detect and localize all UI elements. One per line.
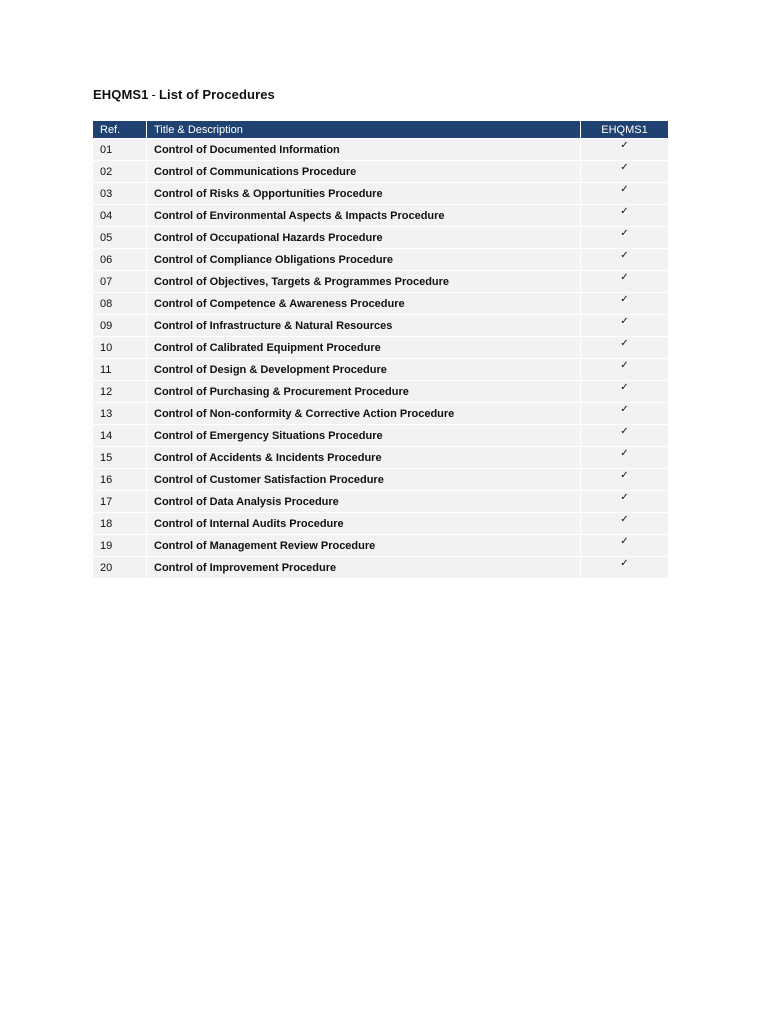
- row-ref-cell: 12: [93, 380, 147, 402]
- row-title-cell: Control of Non-conformity & Corrective Action Procedure: [147, 402, 581, 424]
- table-row: [93, 138, 668, 160]
- table-row: [93, 534, 668, 556]
- row-title-cell: Control of Occupational Hazards Procedure: [147, 226, 581, 248]
- row-ref-cell: 11: [93, 358, 147, 380]
- page-title-sub: List of Procedures: [158, 87, 275, 102]
- page-title-main: EHQMS1: [93, 87, 149, 102]
- row-ehqms1-cell: [581, 138, 668, 160]
- row-ref-cell: 03: [93, 182, 147, 204]
- check-mark-icon: ✓: [620, 162, 629, 173]
- row-title-cell: Control of Accidents & Incidents Procedure: [147, 446, 581, 468]
- table-row: [93, 248, 668, 270]
- row-title-cell: Control of Documented Information: [147, 138, 581, 160]
- row-ehqms1-cell: [581, 424, 668, 446]
- table-row: [93, 512, 668, 534]
- page-title: [93, 87, 275, 102]
- table-row: [93, 380, 668, 402]
- table-row: [93, 226, 668, 248]
- check-mark-icon: ✓: [620, 470, 629, 481]
- check-mark-icon: ✓: [620, 228, 629, 239]
- check-mark-icon: ✓: [620, 338, 629, 349]
- check-mark-icon: ✓: [620, 448, 629, 459]
- row-ref-cell: 20: [93, 556, 147, 578]
- row-ehqms1-cell: [581, 204, 668, 226]
- check-mark-icon: ✓: [620, 404, 629, 415]
- row-title-cell: Control of Data Analysis Procedure: [147, 490, 581, 512]
- row-title-cell: Control of Risks & Opportunities Procedure: [147, 182, 581, 204]
- row-title-cell: Control of Emergency Situations Procedure: [147, 424, 581, 446]
- table-header: [93, 121, 668, 138]
- table-row: [93, 468, 668, 490]
- table-row: [93, 446, 668, 468]
- table-row: [93, 358, 668, 380]
- row-title-cell: Control of Internal Audits Procedure: [147, 512, 581, 534]
- row-ref-cell: 04: [93, 204, 147, 226]
- row-ehqms1-cell: [581, 336, 668, 358]
- row-ref-cell: 17: [93, 490, 147, 512]
- row-ref-cell: 02: [93, 160, 147, 182]
- check-mark-icon: ✓: [620, 514, 629, 525]
- row-ref-cell: 05: [93, 226, 147, 248]
- row-title-cell: Control of Design & Development Procedure: [147, 358, 581, 380]
- row-ref-cell: 01: [93, 138, 147, 160]
- check-mark-icon: ✓: [620, 426, 629, 437]
- column-header-ref: Ref.: [93, 121, 147, 138]
- row-title-cell: Control of Calibrated Equipment Procedure: [147, 336, 581, 358]
- table-row: [93, 182, 668, 204]
- table-row: [93, 402, 668, 424]
- column-header-ehqms1: EHQMS1: [581, 121, 668, 138]
- row-ehqms1-cell: [581, 248, 668, 270]
- row-ref-cell: 08: [93, 292, 147, 314]
- check-mark-icon: ✓: [620, 250, 629, 261]
- row-title-cell: Control of Management Review Procedure: [147, 534, 581, 556]
- row-ehqms1-cell: [581, 490, 668, 512]
- table-row: [93, 160, 668, 182]
- row-ehqms1-cell: [581, 358, 668, 380]
- row-ehqms1-cell: [581, 226, 668, 248]
- table-row: [93, 204, 668, 226]
- check-mark-icon: ✓: [620, 272, 629, 283]
- check-mark-icon: ✓: [620, 206, 629, 217]
- row-title-cell: Control of Improvement Procedure: [147, 556, 581, 578]
- row-title-cell: Control of Competence & Awareness Procedure: [147, 292, 581, 314]
- table-header-row: [93, 121, 668, 138]
- table-row: [93, 490, 668, 512]
- check-mark-icon: ✓: [620, 360, 629, 371]
- column-header-title: Title & Description: [147, 121, 581, 138]
- table-row: [93, 556, 668, 578]
- row-ref-cell: 09: [93, 314, 147, 336]
- check-mark-icon: ✓: [620, 140, 629, 151]
- check-mark-icon: ✓: [620, 184, 629, 195]
- row-title-cell: Control of Compliance Obligations Procedure: [147, 248, 581, 270]
- table-row: [93, 292, 668, 314]
- row-ehqms1-cell: [581, 292, 668, 314]
- row-ehqms1-cell: [581, 468, 668, 490]
- row-ehqms1-cell: [581, 160, 668, 182]
- row-title-cell: Control of Customer Satisfaction Procedure: [147, 468, 581, 490]
- row-ref-cell: 15: [93, 446, 147, 468]
- check-mark-icon: ✓: [620, 382, 629, 393]
- row-ehqms1-cell: [581, 270, 668, 292]
- row-ehqms1-cell: [581, 512, 668, 534]
- row-title-cell: Control of Environmental Aspects & Impacts Procedure: [147, 204, 581, 226]
- row-ehqms1-cell: [581, 556, 668, 578]
- table-row: [93, 424, 668, 446]
- row-title-cell: Control of Purchasing & Procurement Procedure: [147, 380, 581, 402]
- row-ehqms1-cell: [581, 182, 668, 204]
- table-body: [93, 138, 668, 578]
- page-title-separator: -: [151, 87, 156, 102]
- row-title-cell: Control of Infrastructure & Natural Resources: [147, 314, 581, 336]
- row-title-cell: Control of Objectives, Targets & Programmes Procedure: [147, 270, 581, 292]
- check-mark-icon: ✓: [620, 294, 629, 305]
- row-ref-cell: 07: [93, 270, 147, 292]
- table-row: [93, 270, 668, 292]
- check-mark-icon: ✓: [620, 558, 629, 569]
- row-ehqms1-cell: [581, 446, 668, 468]
- row-ref-cell: 19: [93, 534, 147, 556]
- check-mark-icon: ✓: [620, 316, 629, 327]
- table-row: [93, 336, 668, 358]
- row-ref-cell: 13: [93, 402, 147, 424]
- row-ref-cell: 06: [93, 248, 147, 270]
- procedures-table: [93, 121, 668, 578]
- row-ref-cell: 18: [93, 512, 147, 534]
- row-ehqms1-cell: [581, 380, 668, 402]
- row-ehqms1-cell: [581, 314, 668, 336]
- row-ehqms1-cell: [581, 402, 668, 424]
- row-title-cell: Control of Communications Procedure: [147, 160, 581, 182]
- row-ref-cell: 14: [93, 424, 147, 446]
- row-ehqms1-cell: [581, 534, 668, 556]
- row-ref-cell: 16: [93, 468, 147, 490]
- check-mark-icon: ✓: [620, 536, 629, 547]
- row-ref-cell: 10: [93, 336, 147, 358]
- check-mark-icon: ✓: [620, 492, 629, 503]
- table-row: [93, 314, 668, 336]
